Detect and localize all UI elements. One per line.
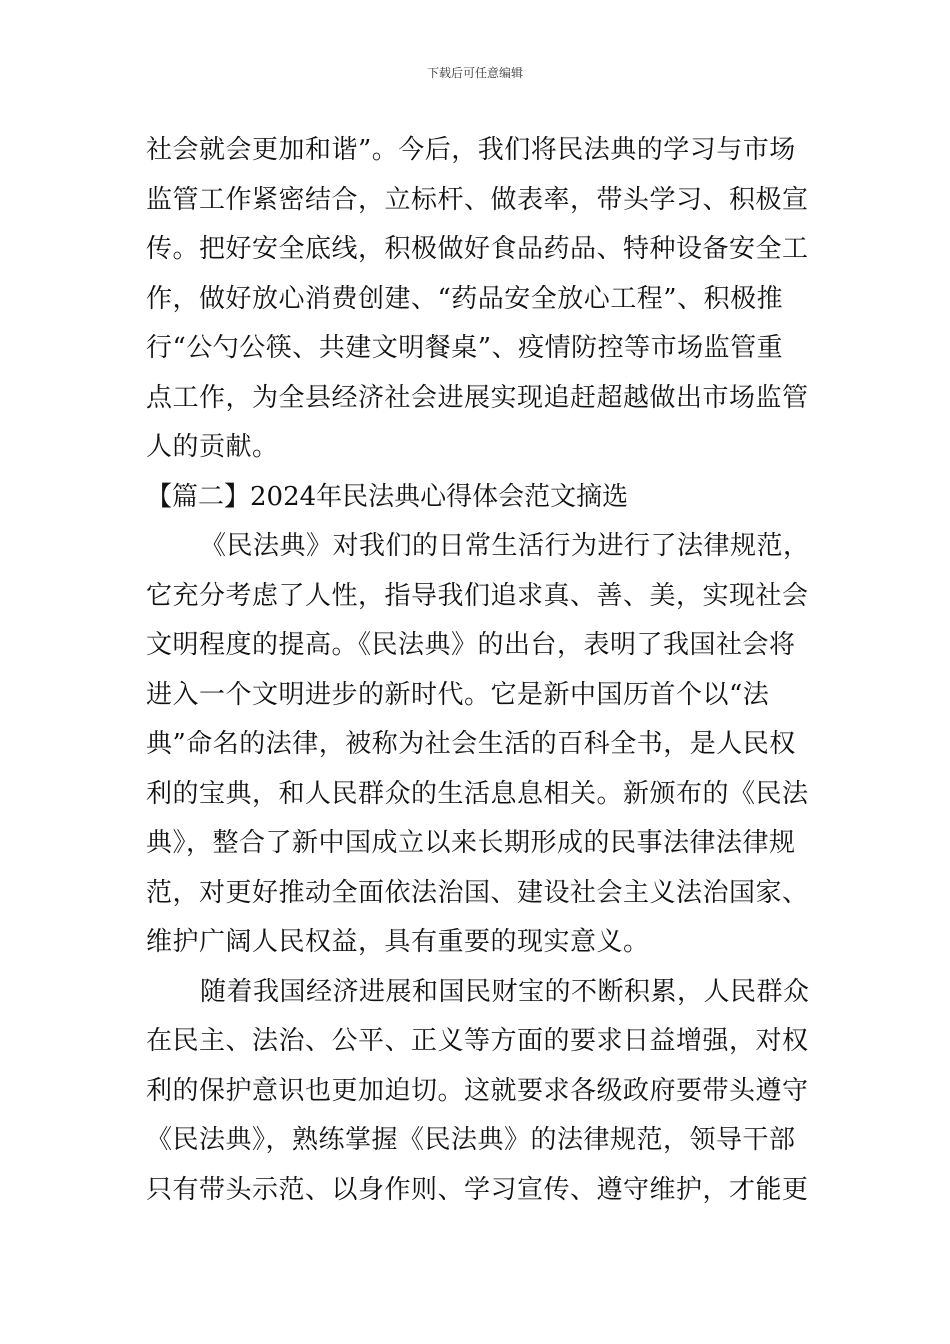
- text-line: 利的保护意识也更加迫切。这就要求各级政府要带头遵守: [146, 1075, 809, 1106]
- text-line: 传。把好安全底线，积极做好食品药品、特种设备安全工: [146, 234, 809, 264]
- text-line: 人的贡献。: [146, 432, 279, 462]
- text-line: 随着我国经济进展和国民财宝的不断积累，人民群众: [200, 976, 810, 1007]
- text-line: 文明程度的提高。《民法典》的出台，表明了我国社会将: [146, 630, 796, 660]
- text-line: 《民法典》对我们的日常生活行为进行了法律规范，: [200, 531, 810, 561]
- text-line: 典”命名的法律，被称为社会生活的百科全书，是人民权: [146, 729, 796, 759]
- text-line: 《民法典》，熟练掌握《民法典》的法律规范，领导干部: [146, 1125, 796, 1155]
- text-line: 点工作，为全县经济社会进展实现追赶超越做出市场监管: [146, 382, 809, 413]
- text-line: 监管工作紧密结合，立标杆、做表率，带头学习、积极宣: [146, 184, 809, 215]
- text-line: 维护广阔人民权益，具有重要的现实意义。: [146, 927, 650, 957]
- text-line: 典》，整合了新中国成立以来长期形成的民事法律法律规: [146, 828, 796, 858]
- text-line: 作，做好放心消费创建、“药品安全放心工程”、积极推: [146, 283, 784, 314]
- text-line: 只有带头示范、以身作则、学习宣传、遵守维护，才能更: [146, 1174, 809, 1205]
- text-line: 在民主、法治、公平、正义等方面的要求日益增强，对权: [146, 1026, 809, 1056]
- text-line: 它充分考虑了人性，指导我们追求真、善、美，实现社会: [146, 580, 809, 611]
- section-heading: 【篇二】2024年民法典心得体会范文摘选: [146, 481, 629, 512]
- document-body: [146, 126, 811, 1215]
- text-line: 范，对更好推动全面依法治国、建设社会主义法治国家、: [146, 877, 809, 908]
- text-line: 社会就会更加和谐”。今后，我们将民法典的学习与市场: [146, 135, 796, 165]
- text-line: 利的宝典，和人民群众的生活息息相关。新颁布的《民法: [146, 778, 809, 809]
- text-line: 行“公勺公筷、共建文明餐桌”、疫情防控等市场监管重: [146, 333, 784, 363]
- page-header: 下载后可任意编辑: [426, 66, 523, 80]
- text-line: 进入一个文明进步的新时代。它是新中国历首个以“法: [146, 679, 770, 710]
